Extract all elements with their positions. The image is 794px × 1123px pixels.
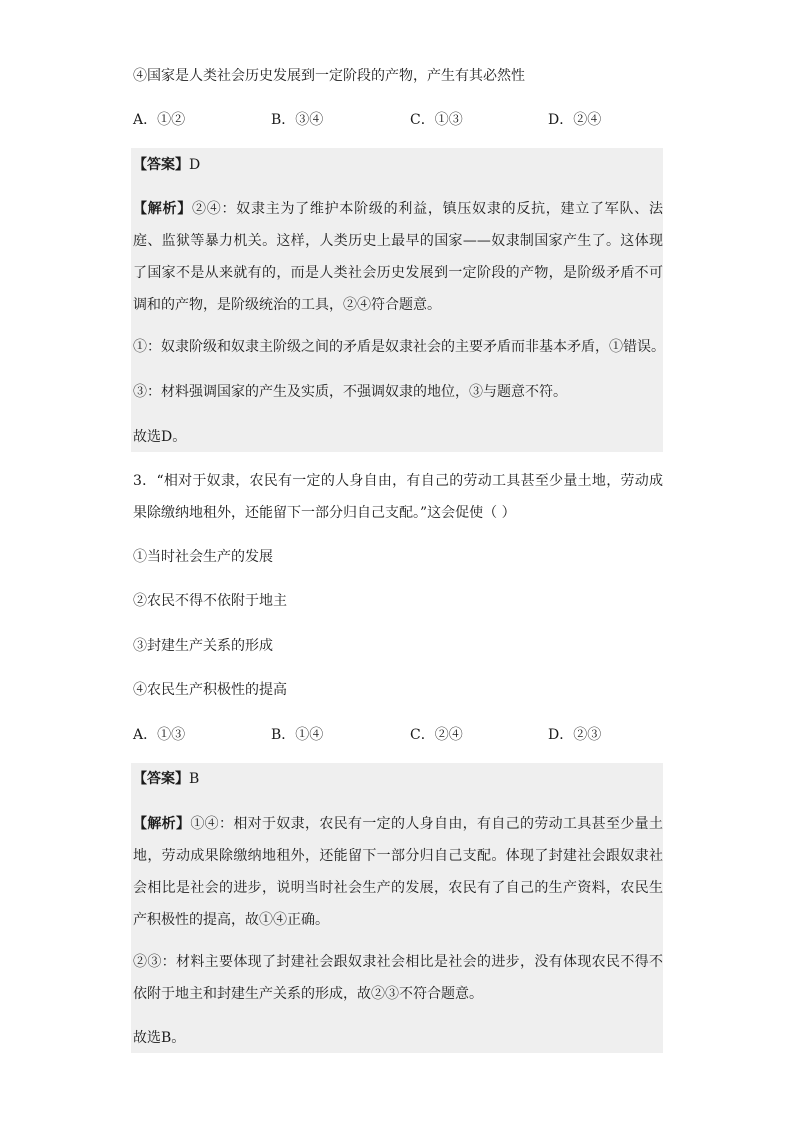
q2-conclusion: 故选D。 [133, 429, 187, 445]
q3-conclusion: 故选B。 [133, 1030, 186, 1046]
q3-item-1: ①当时社会生产的发展 [133, 549, 273, 565]
q2-option-a: A．①② [133, 112, 186, 128]
q3-analysis-1: 【解析】①④：相对于奴隶，农民有一定的人身自由，有自己的劳动工具甚至少量土地，劳动成果除缴纳地租外，还能留下一部分归自己支配。体现了封建社会跟奴隶社会相比是社会的进步，说明当时社会生产的发展，农民有了自己的生产资料，农民生产积极性的提高，故①④正确。 [133, 816, 664, 928]
q2-option-b: B．③④ [271, 112, 324, 128]
q3-item-3: ③封建生产关系的形成 [133, 638, 273, 654]
q2-option-c: C．①③ [410, 112, 463, 128]
q3-answer: 【答案】B [133, 771, 200, 787]
q2-analysis-3: ③：材料强调国家的产生及实质，不强调奴隶的地位，③与题意不符。 [133, 384, 567, 400]
q3-options [133, 724, 663, 746]
q3-option-c: C．②④ [410, 727, 463, 743]
q3-option-d: D．②③ [548, 727, 602, 743]
q3-item-4: ④农民生产积极性的提高 [133, 682, 287, 698]
q3-analysis-2: ②③：材料主要体现了封建社会跟奴隶社会相比是社会的进步，没有体现农民不得不依附于地主和封建生产关系的形成，故②③不符合题意。 [133, 954, 663, 1002]
q2-analysis-2: ①：奴隶阶级和奴隶主阶级之间的矛盾是奴隶社会的主要矛盾而非基本矛盾，①错误。 [133, 339, 665, 355]
q3-option-a: A．①③ [133, 727, 186, 743]
q2-options [133, 109, 663, 131]
q2-item-4: ④国家是人类社会历史发展到一定阶段的产物，产生有其必然性 [133, 68, 525, 84]
q3-stem: 3．“相对于奴隶，农民有一定的人身自由，有自己的劳动工具甚至少量土地，劳动成果除缴纳地租外，还能留下一部分归自己支配。”这会促使（ ） [133, 473, 663, 521]
q2-option-d: D．②④ [548, 112, 602, 128]
q3-option-b: B．①④ [271, 727, 324, 743]
q2-answer: 【答案】D [133, 157, 201, 173]
q3-item-2: ②农民不得不依附于地主 [133, 593, 287, 609]
q2-analysis-1: 【解析】②④：奴隶主为了维护本阶级的利益，镇压奴隶的反抗，建立了军队、法庭、监狱等暴力机关。这样，人类历史上最早的国家——奴隶制国家产生了。这体现了国家不是从来就有的，而是人类社会历史发展到一定阶段的产物，是阶级矛盾不可调和的产物，是阶级统治的工具，②④符合题意。 [133, 201, 664, 313]
